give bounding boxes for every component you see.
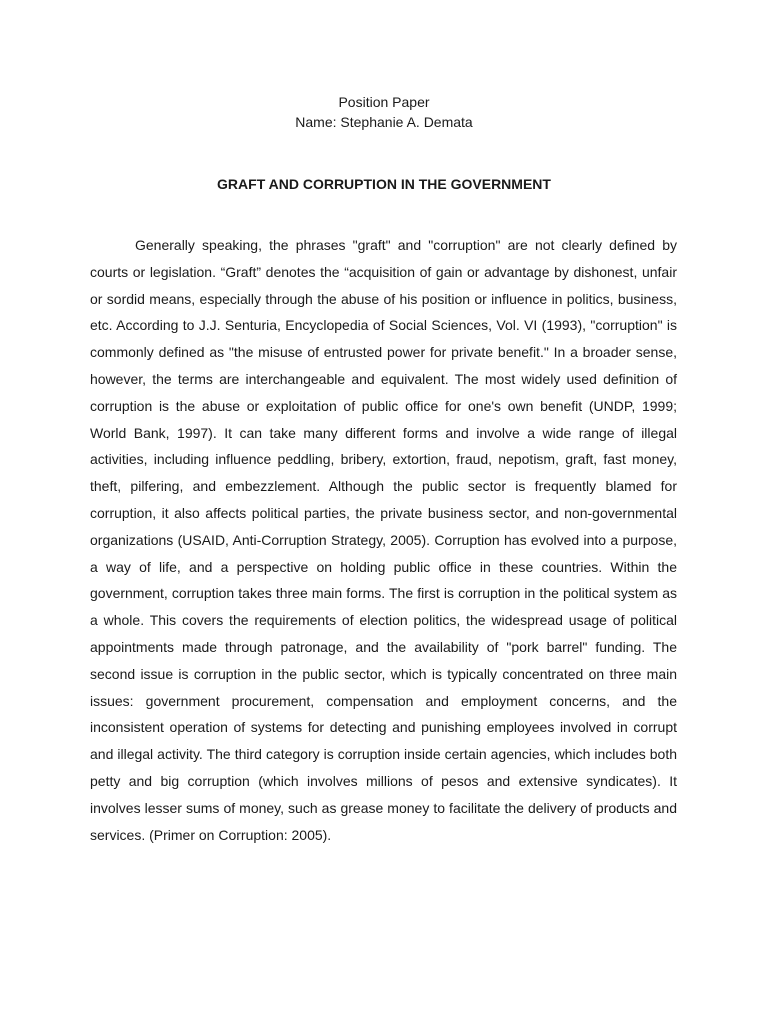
document-title: GRAFT AND CORRUPTION IN THE GOVERNMENT	[217, 176, 551, 192]
body-paragraph: Generally speaking, the phrases "graft" and "corruption" are not clearly defined by courts or legislation. “Graft” denotes the “acquisition of gain or advantage by dishonest, unfair or sordid means, especially through the abuse of his position or influence in politics, business, etc. According to J.J. Senturia, Encyclopedia of Social Sciences, Vol. VI (1993), "corruption" is commonly defined as "the misuse of entrusted power for private benefit." In a broader sense, however, the terms are interchangeable and equivalent. The most widely used definition of corruption is the abuse or exploitation of public office for one's own benefit (UNDP, 1999; World Bank, 1997). It can take many different forms and involve a wide range of illegal activities, including influence peddling, bribery, extortion, fraud, nepotism, graft, fast money, theft, pilfering, and embezzlement. Although the public sector is frequently blamed for corruption, it also affects political parties, the private business sector, and non-governmental organizations (USAID, Anti-Corruption Strategy, 2005). Corruption has evolved into a purpose, a way of life, and a perspective on holding public office in these countries. Within the government, corruption takes three main forms. The first is corruption in the political system as a whole. This covers the requirements of election politics, the widespread usage of political appointments made through patronage, and the availability of "pork barrel" funding. The second issue is corruption in the public sector, which is typically concentrated on three main issues: government procurement, compensation and employment concerns, and the inconsistent operation of systems for detecting and punishing employees involved in corrupt and illegal activity. The third category is corruption inside certain agencies, which includes both petty and big corruption (which involves millions of pesos and extensive syndicates). It involves lesser sums of money, such as grease money to facilitate the delivery of products and services. (Primer on Corruption: 2005).	[90, 237, 677, 843]
document-header	[0, 92, 768, 132]
header-label: Position Paper	[338, 94, 430, 110]
author-name: Name: Stephanie A. Demata	[295, 114, 473, 130]
